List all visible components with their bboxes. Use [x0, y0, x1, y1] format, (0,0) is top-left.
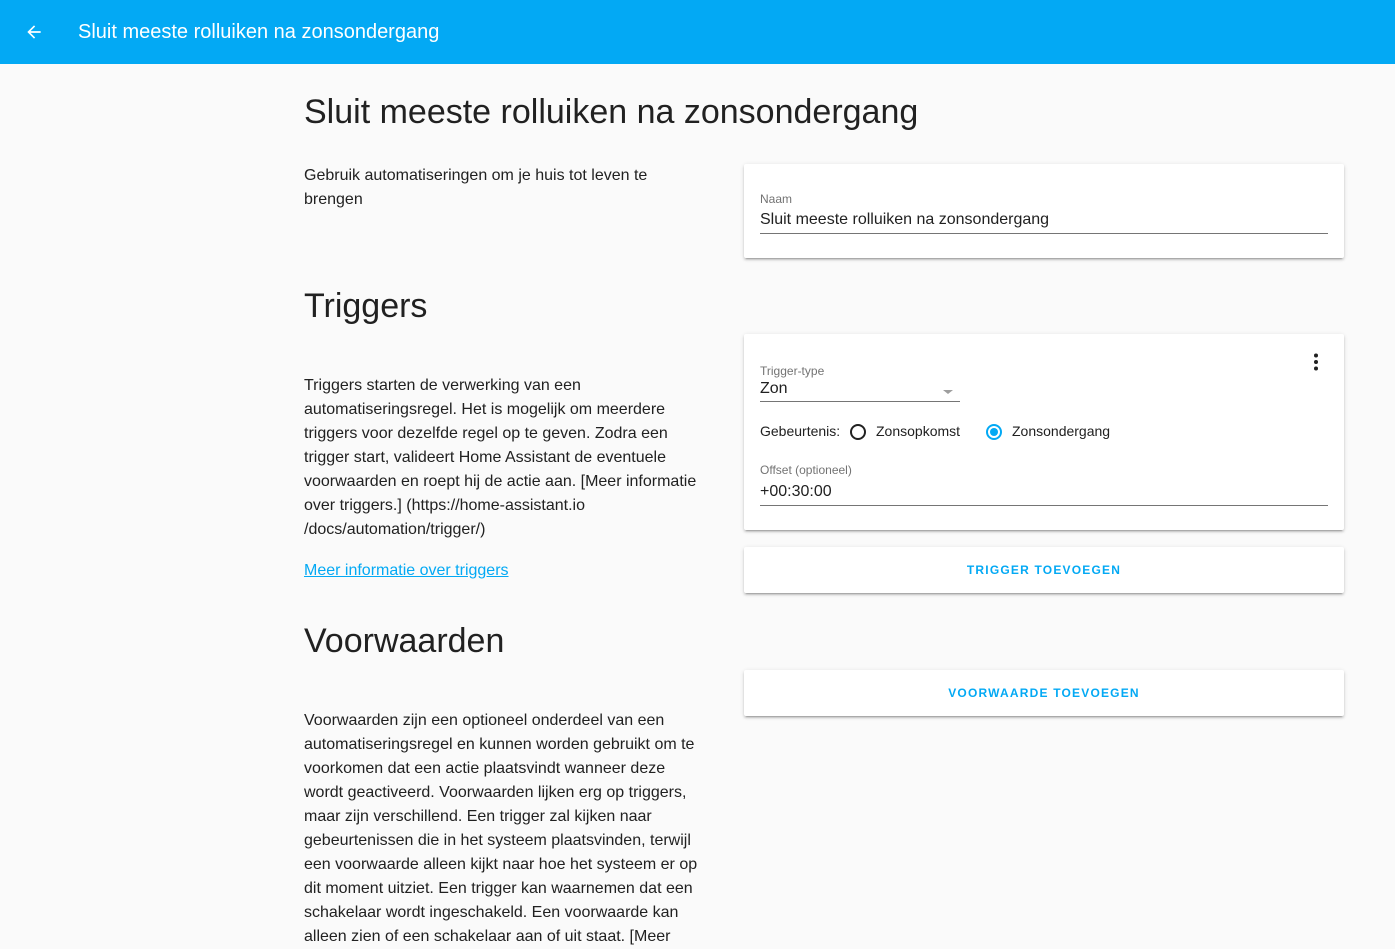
- desc-line: voorkomen dat een actie plaatsvindt wanneer deze: [304, 760, 666, 777]
- desc-line: voorwaarden en roept hij de actie aan. [Meer informatie: [304, 473, 697, 490]
- desc-line: gebeurtenissen die in het systeem plaatsvinden, terwijl: [304, 832, 691, 849]
- desc-line: /docs/automation/trigger/): [304, 521, 486, 538]
- trigger-type-value: Zon: [760, 380, 788, 397]
- app-toolbar: [0, 0, 1395, 64]
- name-label: Naam: [760, 192, 793, 206]
- desc-line: Triggers starten de verwerking van een: [304, 377, 581, 394]
- desc-line: wordt geactiveerd. Voorwaarden lijken erg op triggers,: [304, 784, 687, 801]
- more-vert-icon: [1304, 350, 1328, 374]
- arrow-left-icon: [24, 22, 44, 42]
- triggers-title: Triggers: [304, 287, 428, 325]
- add-condition-button[interactable]: VOORWAARDE TOEVOEGEN: [744, 670, 1344, 716]
- trigger-card: [744, 334, 1344, 530]
- desc-line: automatiseringsregel. Het is mogelijk om meerdere: [304, 401, 666, 418]
- desc-line: over triggers.] (https://home-assistant.io: [304, 497, 585, 514]
- desc-line: maar zijn verschillend. Een trigger zal kijken naar: [304, 808, 652, 825]
- event-label: Gebeurtenis:: [760, 423, 841, 439]
- trigger-type-underline: [760, 401, 960, 402]
- page-title: Sluit meeste rolluiken na zonsondergang: [304, 93, 919, 131]
- radio-sunset-label[interactable]: Zonsondergang: [1012, 423, 1111, 439]
- desc-line: alleen zien of een schakelaar aan of uit staat. [Meer: [304, 928, 671, 945]
- trigger-type-label: Trigger-type: [760, 364, 825, 378]
- desc-line: automatiseringsregel en kunnen worden gebruikt om te: [304, 736, 695, 753]
- desc-line: schakelaar wordt ingeschakeld. Een voorwaarde kan: [304, 904, 679, 921]
- offset-label: Offset (optioneel): [760, 463, 852, 477]
- trigger-menu-button[interactable]: [1304, 350, 1328, 374]
- conditions-title: Voorwaarden: [304, 622, 505, 660]
- triggers-info-link[interactable]: Meer informatie over triggers: [304, 562, 509, 579]
- name-underline: [760, 233, 1328, 234]
- offset-input[interactable]: +00:30:00: [760, 483, 832, 500]
- intro-text: Gebruik automatiseringen om je huis tot leven te brengen: [304, 167, 648, 208]
- add-trigger-button[interactable]: TRIGGER TOEVOEGEN: [744, 547, 1344, 593]
- trigger-type-dropdown[interactable]: [760, 380, 960, 404]
- desc-line: Voorwaarden zijn een optioneel onderdeel van een: [304, 712, 665, 729]
- back-button[interactable]: [18, 16, 50, 48]
- desc-line: dit moment uitziet. Een trigger kan waarnemen dat een: [304, 880, 693, 897]
- offset-underline: [760, 505, 1328, 506]
- desc-line: trigger start, valideert Home Assistant de eventuele: [304, 449, 666, 466]
- name-card: [744, 164, 1344, 258]
- dropdown-arrow-icon: [942, 388, 954, 396]
- desc-line: een voorwaarde alleen kijkt naar hoe het systeem er op: [304, 856, 698, 873]
- desc-line: triggers voor dezelfde regel op te geven. Zodra een: [304, 425, 668, 442]
- radio-sunrise-label[interactable]: Zonsopkomst: [876, 423, 961, 439]
- triggers-description: [304, 374, 704, 542]
- conditions-description: [304, 709, 704, 949]
- radio-sunset[interactable]: [986, 424, 1002, 440]
- toolbar-title: Sluit meeste rolluiken na zonsondergang: [78, 21, 440, 43]
- radio-sunrise[interactable]: [850, 424, 866, 440]
- name-input[interactable]: Sluit meeste rolluiken na zonsondergang: [760, 211, 1050, 228]
